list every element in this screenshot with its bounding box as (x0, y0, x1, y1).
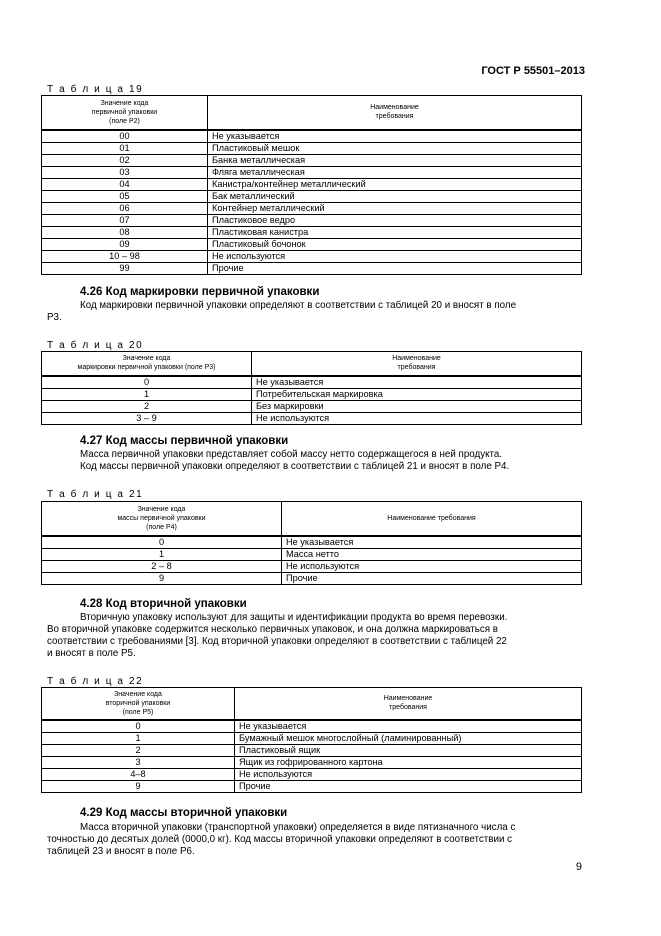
table-21-header-code: Значение кода массы первичной упаковки (поле Р4) (42, 502, 282, 536)
section-4-29-title: 4.29 Код массы вторичной упаковки (80, 807, 288, 819)
section-4-28-text: Вторичную упаковку используют для защиты и идентификации продукта во время перевозки. Во вторичной упаковке содержится несколько первичных упаковок, и она должна маркироваться в соответствии с требованиями [3]. Код вторичной упаковки определяют в соответствии с таблицей 22 и вносят в поле Р5. (47, 612, 508, 659)
table-row: 03 Фляга металлическая (42, 166, 582, 178)
table-21-header-name: Наименование требования (282, 502, 582, 536)
table-19 (41, 95, 582, 275)
table-row: 06 Контейнер металлический (42, 202, 582, 214)
table-row: 00 Не указывается (42, 130, 582, 143)
table-21-caption: Т а б л и ц а 21 (47, 489, 144, 500)
table-row: 3 Ящик из гофрированного картона (42, 756, 582, 768)
table-19-header-code: Значение кода первичной упаковки (поле Р2) (42, 96, 208, 130)
table-20-header-name: Наименование требования (252, 352, 582, 376)
table-row: 3 – 9 Не используются (42, 412, 582, 424)
table-20-header-code: Значение кода маркировки первичной упаковки (поле Р3) (42, 352, 252, 376)
table-row: 1 Масса нетто (42, 548, 582, 560)
section-4-27-title: 4.27 Код массы первичной упаковки (80, 435, 289, 447)
table-22 (41, 687, 582, 793)
table-row: 1 Бумажный мешок многослойный (ламинированный) (42, 732, 582, 744)
table-row: 9 Прочие (42, 572, 582, 584)
table-row: 99 Прочие (42, 262, 582, 274)
page-number: 9 (575, 861, 582, 873)
section-4-26-title: 4.26 Код маркировки первичной упаковки (80, 286, 320, 298)
table-22-header-name: Наименование требования (235, 688, 582, 720)
table-21 (41, 501, 582, 585)
table-20 (41, 351, 582, 425)
table-row: 0 Не указывается (42, 720, 582, 733)
table-row: 1 Потребительская маркировка (42, 388, 582, 400)
table-row: 10 – 98 Не используются (42, 250, 582, 262)
table-row: 2 – 8 Не используются (42, 560, 582, 572)
table-row: 04 Канистра/контейнер металлический (42, 178, 582, 190)
table-row: 0 Не указывается (42, 376, 582, 389)
section-4-26-text: Код маркировки первичной упаковки определяют в соответствии с таблицей 20 и вносят в поле Р3. (47, 300, 517, 323)
table-row: 2 Пластиковый ящик (42, 744, 582, 756)
table-22-caption: Т а б л и ц а 22 (47, 676, 144, 687)
table-22-header-code: Значение кода вторичной упаковки (поле Р5) (42, 688, 235, 720)
table-20-caption: Т а б л и ц а 20 (47, 340, 144, 351)
table-row: 9 Прочие (42, 780, 582, 792)
section-4-29-text: Масса вторичной упаковки (транспортной упаковки) определяется в виде пятизначного числа с точностью до десятых долей (0000,0 кг). Код массы вторичной упаковки определяют в соответствии с таблицей 23 и вносят в поле Р6. (47, 822, 516, 857)
table-row: 4–8 Не используются (42, 768, 582, 780)
table-row: 05 Бак металлический (42, 190, 582, 202)
section-4-28-title: 4.28 Код вторичной упаковки (80, 598, 247, 610)
table-row: 0 Не указывается (42, 536, 582, 549)
table-row: 08 Пластиковая канистра (42, 226, 582, 238)
table-row: 09 Пластиковый бочонок (42, 238, 582, 250)
table-19-header-name: Наименование требования (208, 96, 582, 130)
table-row: 07 Пластиковое ведро (42, 214, 582, 226)
table-row: 02 Банка металлическая (42, 154, 582, 166)
standard-header: ГОСТ Р 55501–2013 (481, 65, 585, 77)
table-row: 2 Без маркировки (42, 400, 582, 412)
section-4-27-text: Масса первичной упаковки представляет собой массу нетто содержащегося в ней продукта. Код массы первичной упаковки определяют в соответствии с таблицей 21 и вносят в поле Р4. (80, 449, 510, 472)
table-row: 01 Пластиковый мешок (42, 142, 582, 154)
table-19-caption: Т а б л и ц а 19 (47, 84, 144, 95)
